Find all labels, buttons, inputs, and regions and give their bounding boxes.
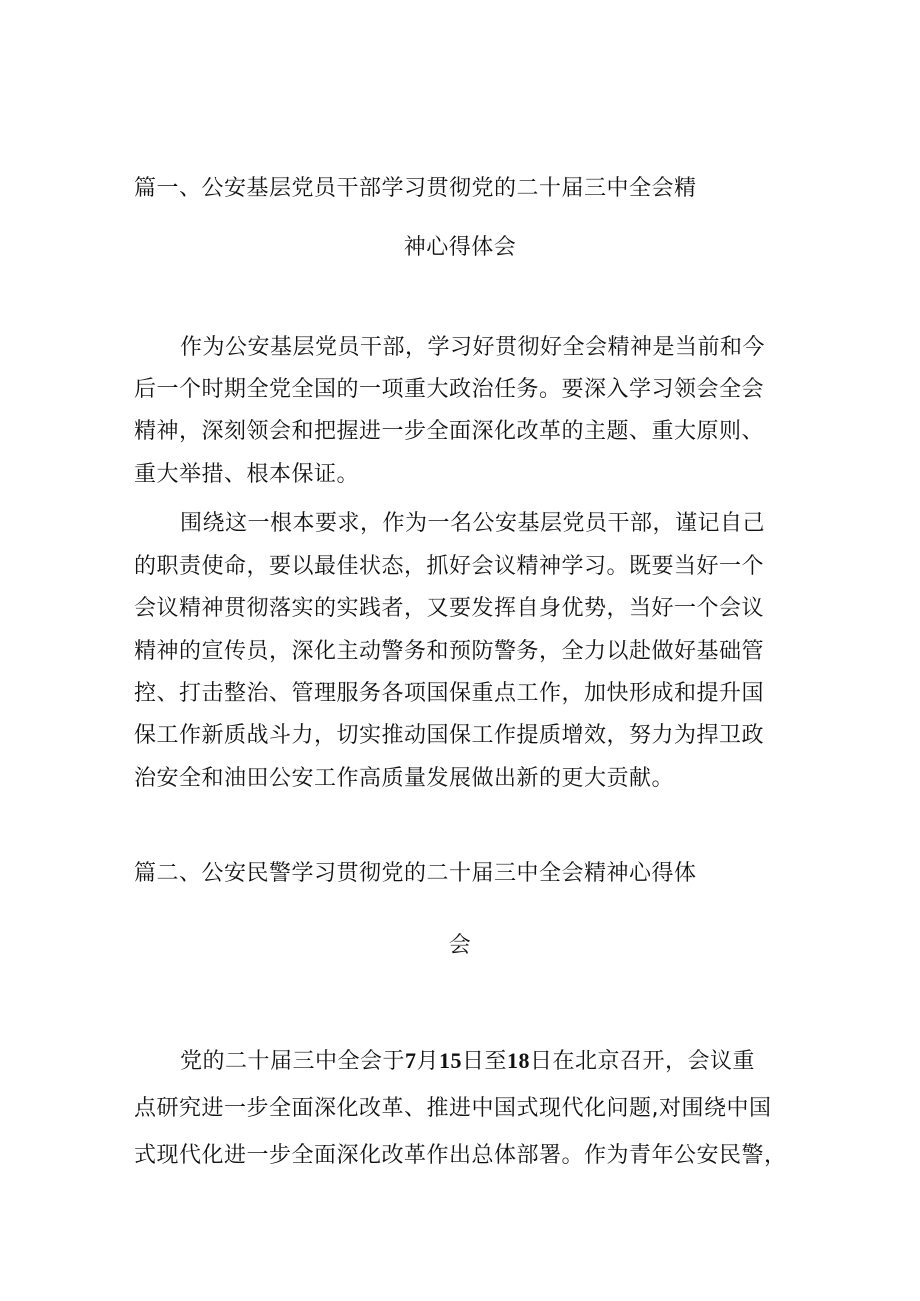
section1-title-line1: 篇一、公安基层党员干部学习贯彻党的二十届三中全会精 bbox=[134, 176, 697, 201]
section1-para2-line1: 围绕这一根本要求，作为一名公安基层党员干部，谨记自己 bbox=[180, 511, 766, 536]
text-run: 日在北京召开，会议重 bbox=[530, 1049, 756, 1074]
section1-para1-line1: 作为公安基层党员干部，学习好贯彻好全会精神是当前和今 bbox=[180, 335, 766, 360]
section2-para1-line2: 点研究进一步全面深化改革、推进中国式现代化问题,对围绕中国 bbox=[134, 1096, 772, 1121]
date-day-start: 15 bbox=[439, 1048, 463, 1073]
date-month: 7 bbox=[405, 1048, 417, 1073]
section1-para1-line2: 后一个时期全党全国的一项重大政治任务。要深入学习领会全会 bbox=[134, 377, 765, 402]
section1-para1-line3: 精神，深刻领会和把握进一步全面深化改革的主题、重大原则、 bbox=[134, 419, 765, 444]
text-run: 党的二十届三中全会于 bbox=[180, 1049, 406, 1074]
section1-para1-line4: 重大举措、根本保证。 bbox=[134, 462, 360, 487]
section1-para2-line4: 精神的宣传员，深化主动警务和预防警务，全力以赴做好基础管 bbox=[134, 639, 765, 664]
section1-para2-line3: 会议精神贯彻落实的实践者，又要发挥自身优势，当好一个会议 bbox=[134, 596, 765, 621]
section1-title-line2: 神心得体会 bbox=[403, 235, 517, 260]
section1-para2-line5: 控、打击整治、管理服务各项国保重点工作，加快形成和提升国 bbox=[134, 681, 765, 706]
date-day-end: 18 bbox=[507, 1048, 531, 1073]
section2-para1-line3: 式现代化进一步全面深化改革作出总体部署。作为青年公安民警， bbox=[134, 1143, 787, 1168]
section2-title-line1: 篇二、公安民警学习贯彻党的二十届三中全会精神心得体 bbox=[134, 861, 697, 886]
section1-para2-line7: 治安全和油田公安工作高质量发展做出新的更大贡献。 bbox=[134, 766, 675, 791]
section2-para1-line1 bbox=[180, 1046, 755, 1077]
text-run: 日至 bbox=[462, 1049, 508, 1074]
text-run: 月 bbox=[416, 1049, 440, 1074]
section1-para2-line6: 保工作新质战斗力，切实推动国保工作提质增效，努力为捍卫政 bbox=[134, 723, 765, 748]
section1-para2-line2: 的职责使命，要以最佳状态，抓好会议精神学习。既要当好一个 bbox=[134, 554, 765, 579]
section2-title-line2: 会 bbox=[448, 933, 472, 958]
